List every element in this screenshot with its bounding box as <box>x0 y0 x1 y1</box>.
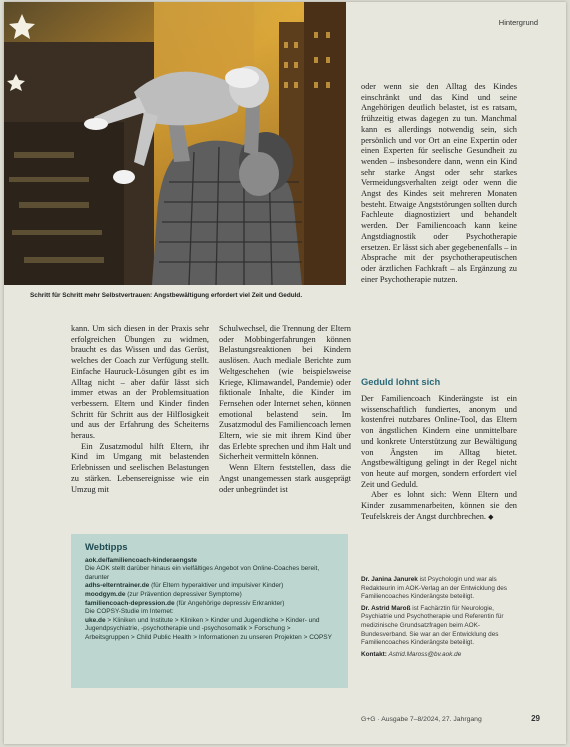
article-photo <box>4 2 346 285</box>
webtipps-box <box>71 534 348 688</box>
webtipps-text: Die COPSY-Studie im Internet: <box>85 608 174 616</box>
paragraph: Wenn Eltern feststellen, dass die Angst unangemessen stark ausgeprägt oder unbegründet ist <box>219 463 351 494</box>
article-column-middle <box>219 324 351 495</box>
link[interactable]: familiencoach-depression.de <box>85 599 175 607</box>
paragraph: Aber es lohnt sich: Wenn Eltern und Kinder zusammenarbeiten, können sie den Teufelskreis der Angst durchbrechen. ◆ <box>361 490 517 521</box>
article-column-right-lower <box>361 394 517 522</box>
link[interactable]: adhs-elterntrainer.de <box>85 582 150 590</box>
paragraph: oder wenn sie den Alltag des Kindes einschränkt und das Kind und seine Angehörigen deutlich belastet, ist es ratsam, frühzeitig etwas dagegen zu tun. Manchmal kann es allerdings notwendig sein, sich persönlich und vor Ort an eine Expertin oder einen Experten für seelische Gesundheit zu wenden – insbesondere dann, wenn ein Kind sehr starke Angst oder sehr starkes Vermeidungsverhalten zeigt oder wenn die Angst des Kindes seit mehreren Monaten besteht. Etwaige Angststörungen sollten durch Fachleute diagnostiziert und behandelt werden. Der Familiencoach kann keine Angstdiagnostik oder Psychotherapie ersetzen. Er lässt sich aber gegebenenfalls – in Absprache mit der psychotherapeutischen oder ärztlichen Fachkraft – als Ergänzung zu einer Psychotherapie nutzen. <box>361 82 517 284</box>
author-info <box>361 576 511 662</box>
contact-line: Kontakt: Astrid.Maross@bv.aok.de <box>361 650 462 658</box>
paragraph: Schulwechsel, die Trennung der Eltern oder Mobbingerfahrungen können Belastungsreaktionen bei Kindern auslösen. Auch mediale Berichte zum Weltgeschehen (wie beispielsweise Kriege, Klimawandel, Pandemie) oder fiktionale Inhalte, die Kinder im Fernsehen oder Internet sehen, können emotional belastend sein. Im Zusatzmodul des Familiencoach lernen Eltern, wie sie mit ihrem Kind über das Erlebte sprechen und ihm Halt und Sicherheit vermitteln können. <box>219 324 351 462</box>
photo-caption: Schritt für Schritt mehr Selbstvertrauen: Angstbewältigung erfordert viel Zeit und Geduld. <box>30 292 303 299</box>
author-bio: Dr. Janina Janurek ist Psychologin und war als Redakteurin im AOK-Verlag an der Entwicklung des Familiencoaches Kinderängste beteiligt. <box>361 576 507 601</box>
section-label: Hintergrund <box>498 18 538 27</box>
webtipps-link-row: uke.de > Kliniken und Institute > Kliniken > Kinder und Jugendliche > Kinder- und Jugendpsychiatrie, -psychotherapie und -psychosomatik > Forschung > Arbeitsgruppen > Child Public Health > Informationen zu unseren Projekten > COPSY <box>85 616 332 641</box>
author-bio: Dr. Astrid Maroß ist Fachärztin für Neurologie, Psychiatrie und Psychotherapie und Referentin für medizinische Grundsatzfragen beim AOK-Bundesverband. Sie war an der Entwicklung des Familiencoaches Kinderängste beteiligt. <box>361 604 504 647</box>
webtipps-link-row: adhs-elterntrainer.de (für Eltern hyperaktiver und impulsiver Kinder) <box>85 582 284 590</box>
father-child-illustration <box>4 2 346 285</box>
contact-email[interactable]: Astrid.Maross@bv.aok.de <box>386 650 462 658</box>
article-column-right <box>361 82 517 285</box>
end-mark-icon: ◆ <box>488 512 494 521</box>
webtipps-link-row: moodgym.de (zur Prävention depressiver Symptome) <box>85 590 242 598</box>
link[interactable]: aok.de/familiencoach-kinderaengste <box>85 556 197 564</box>
webtipps-text: Die AOK stellt darüber hinaus ein vielfältiges Angebot von Online-Coaches bereit, darunter <box>85 565 320 581</box>
footer-text: G+G · Ausgabe 7–8/2024, 27. Jahrgang <box>361 716 482 723</box>
page-number: 29 <box>531 714 540 723</box>
subheading: Geduld lohnt sich <box>361 376 441 387</box>
paragraph: Der Familiencoach Kinderängste ist ein wissenschaftlich fundiertes, anonym und kostenfrei nutzbares Online-Tool, das Eltern von ängstlichen Kindern eine unmittelbare und konkrete Unterstützung zur Bewältigung von Ängsten im Alltag bietet. Angstbewältigung gelingt in der Regel nicht von heute auf morgen, sondern erfordert viel Zeit und Geduld. <box>361 394 517 489</box>
webtipps-link-row: familiencoach-depression.de (für Angehörige depressiv Erkrankter) <box>85 599 285 607</box>
webtipps-title: Webtipps <box>85 542 128 553</box>
article-column-left <box>71 324 209 495</box>
paragraph: Ein Zusatzmodul hilft Eltern, ihr Kind im Umgang mit belastenden Erlebnissen und seelischen Belastungen zu stärken. Lebensereignisse wie ein Umzug mit <box>71 441 209 494</box>
magazine-page <box>4 2 566 744</box>
paragraph: kann. Um sich diesen in der Praxis sehr erfolgreichen Übungen zu widmen, braucht es das Wissen und das Gerüst, welches der Coach zur Verfügung stellt. Einfache Hauruck-Lösungen gibt es im Alltag nicht – aber dafür lässt sich immer etwas an der Problemsituation verbessern. Eltern und Kinder finden Schritt für Schritt aus der Hilflosigkeit und aus der Erfahrung des Scheiterns heraus. <box>71 324 209 441</box>
link[interactable]: uke.de <box>85 616 106 624</box>
link[interactable]: moodgym.de <box>85 590 126 598</box>
webtipps-link-row <box>85 557 336 566</box>
